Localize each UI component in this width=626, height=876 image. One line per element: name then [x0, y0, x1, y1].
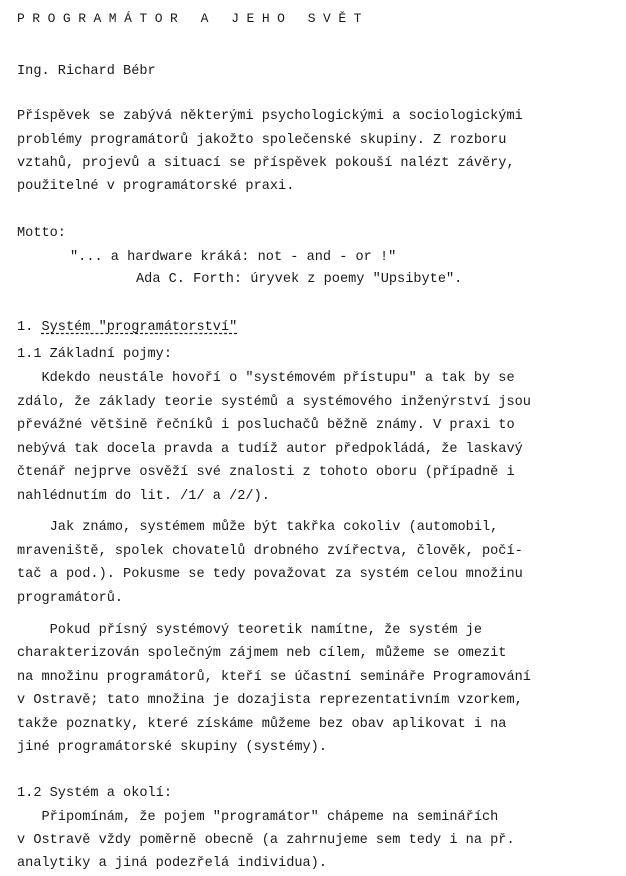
paragraph-line: nahlédnutím do lit. /1/ a /2/).: [17, 489, 270, 504]
abstract-line: použitelné v programátorské praxi.: [17, 179, 295, 194]
paragraph-line: charakterizován společným zájmem neb cílem, můžeme se omezit: [17, 646, 507, 661]
paragraph-line: tač a pod.). Pokusme se tedy považovat za systém celou množinu: [17, 567, 523, 582]
section-1-title: Systém "programátorství": [41, 320, 238, 335]
paragraph-line: převážné většině řečníků i posluchačů běžně známy. V praxi to: [17, 418, 515, 433]
paragraph-line: v Ostravě vždy poměrně obecně (a zahrnujeme sem tedy i na př.: [17, 833, 515, 848]
section-1-heading: [17, 318, 237, 338]
paragraph-line: čtenář nejprve osvěží své znalosti z tohoto oboru (případně i: [17, 465, 515, 480]
paragraph-line: analytiky a jiná podezřelá individua).: [17, 856, 327, 871]
section-1-number: 1.: [17, 320, 42, 335]
section-1-1-heading: 1.1 Základní pojmy:: [17, 347, 172, 362]
abstract-line: problémy programátorů jakožto společenské skupiny. Z rozboru: [17, 133, 507, 148]
motto-quote: "... a hardware kráká: not - and - or !": [70, 250, 397, 265]
paragraph-line: programátorů.: [17, 591, 124, 606]
paragraph-line: takže poznatky, které získáme můžeme bez obav aplikovat i na: [17, 717, 507, 732]
paragraph-line: nebývá tak docela pravda a tudíž autor předpokládá, že laskavý: [17, 442, 523, 457]
paragraph-line: jiné programátorské skupiny (systémy).: [17, 740, 327, 755]
motto-source: Ada C. Forth: úryvek z poemy "Upsibyte".: [136, 272, 463, 287]
paragraph-line: Připomínám, že pojem "programátor" chápeme na seminářích: [17, 810, 499, 825]
section-1-2-heading: 1.2 Systém a okolí:: [17, 786, 172, 801]
paragraph-line: Pokud přísný systémový teoretik namítne, že systém je: [17, 623, 482, 638]
paragraph-line: na množinu programátorů, kteří se účastní semináře Programování: [17, 670, 531, 685]
abstract-line: vztahů, projevů a situací se příspěvek pokouší nalézt závěry,: [17, 156, 515, 171]
paragraph-line: Kdekdo neustále hovoří o "systémovém přístupu" a tak by se: [17, 371, 515, 386]
paragraph-line: v Ostravě; tato množina je dozajista reprezentativním vzorkem,: [17, 693, 523, 708]
abstract-line: Příspěvek se zabývá některými psychologickými a sociologickými: [17, 109, 523, 124]
paragraph-line: Jak známo, systémem může být takřka cokoliv (automobil,: [17, 520, 499, 535]
paragraph-line: mraveniště, spolek chovatelů drobného zvířectva, člověk, počí-: [17, 544, 523, 559]
paragraph-line: zdálo, že základy teorie systémů a systémového inženýrství jsou: [17, 395, 531, 410]
motto-label: Motto:: [17, 226, 66, 241]
author-line: Ing. Richard Bébr: [17, 64, 156, 79]
document-title: PROGRAMÁTOR A JEHO SVĚT: [17, 11, 369, 26]
